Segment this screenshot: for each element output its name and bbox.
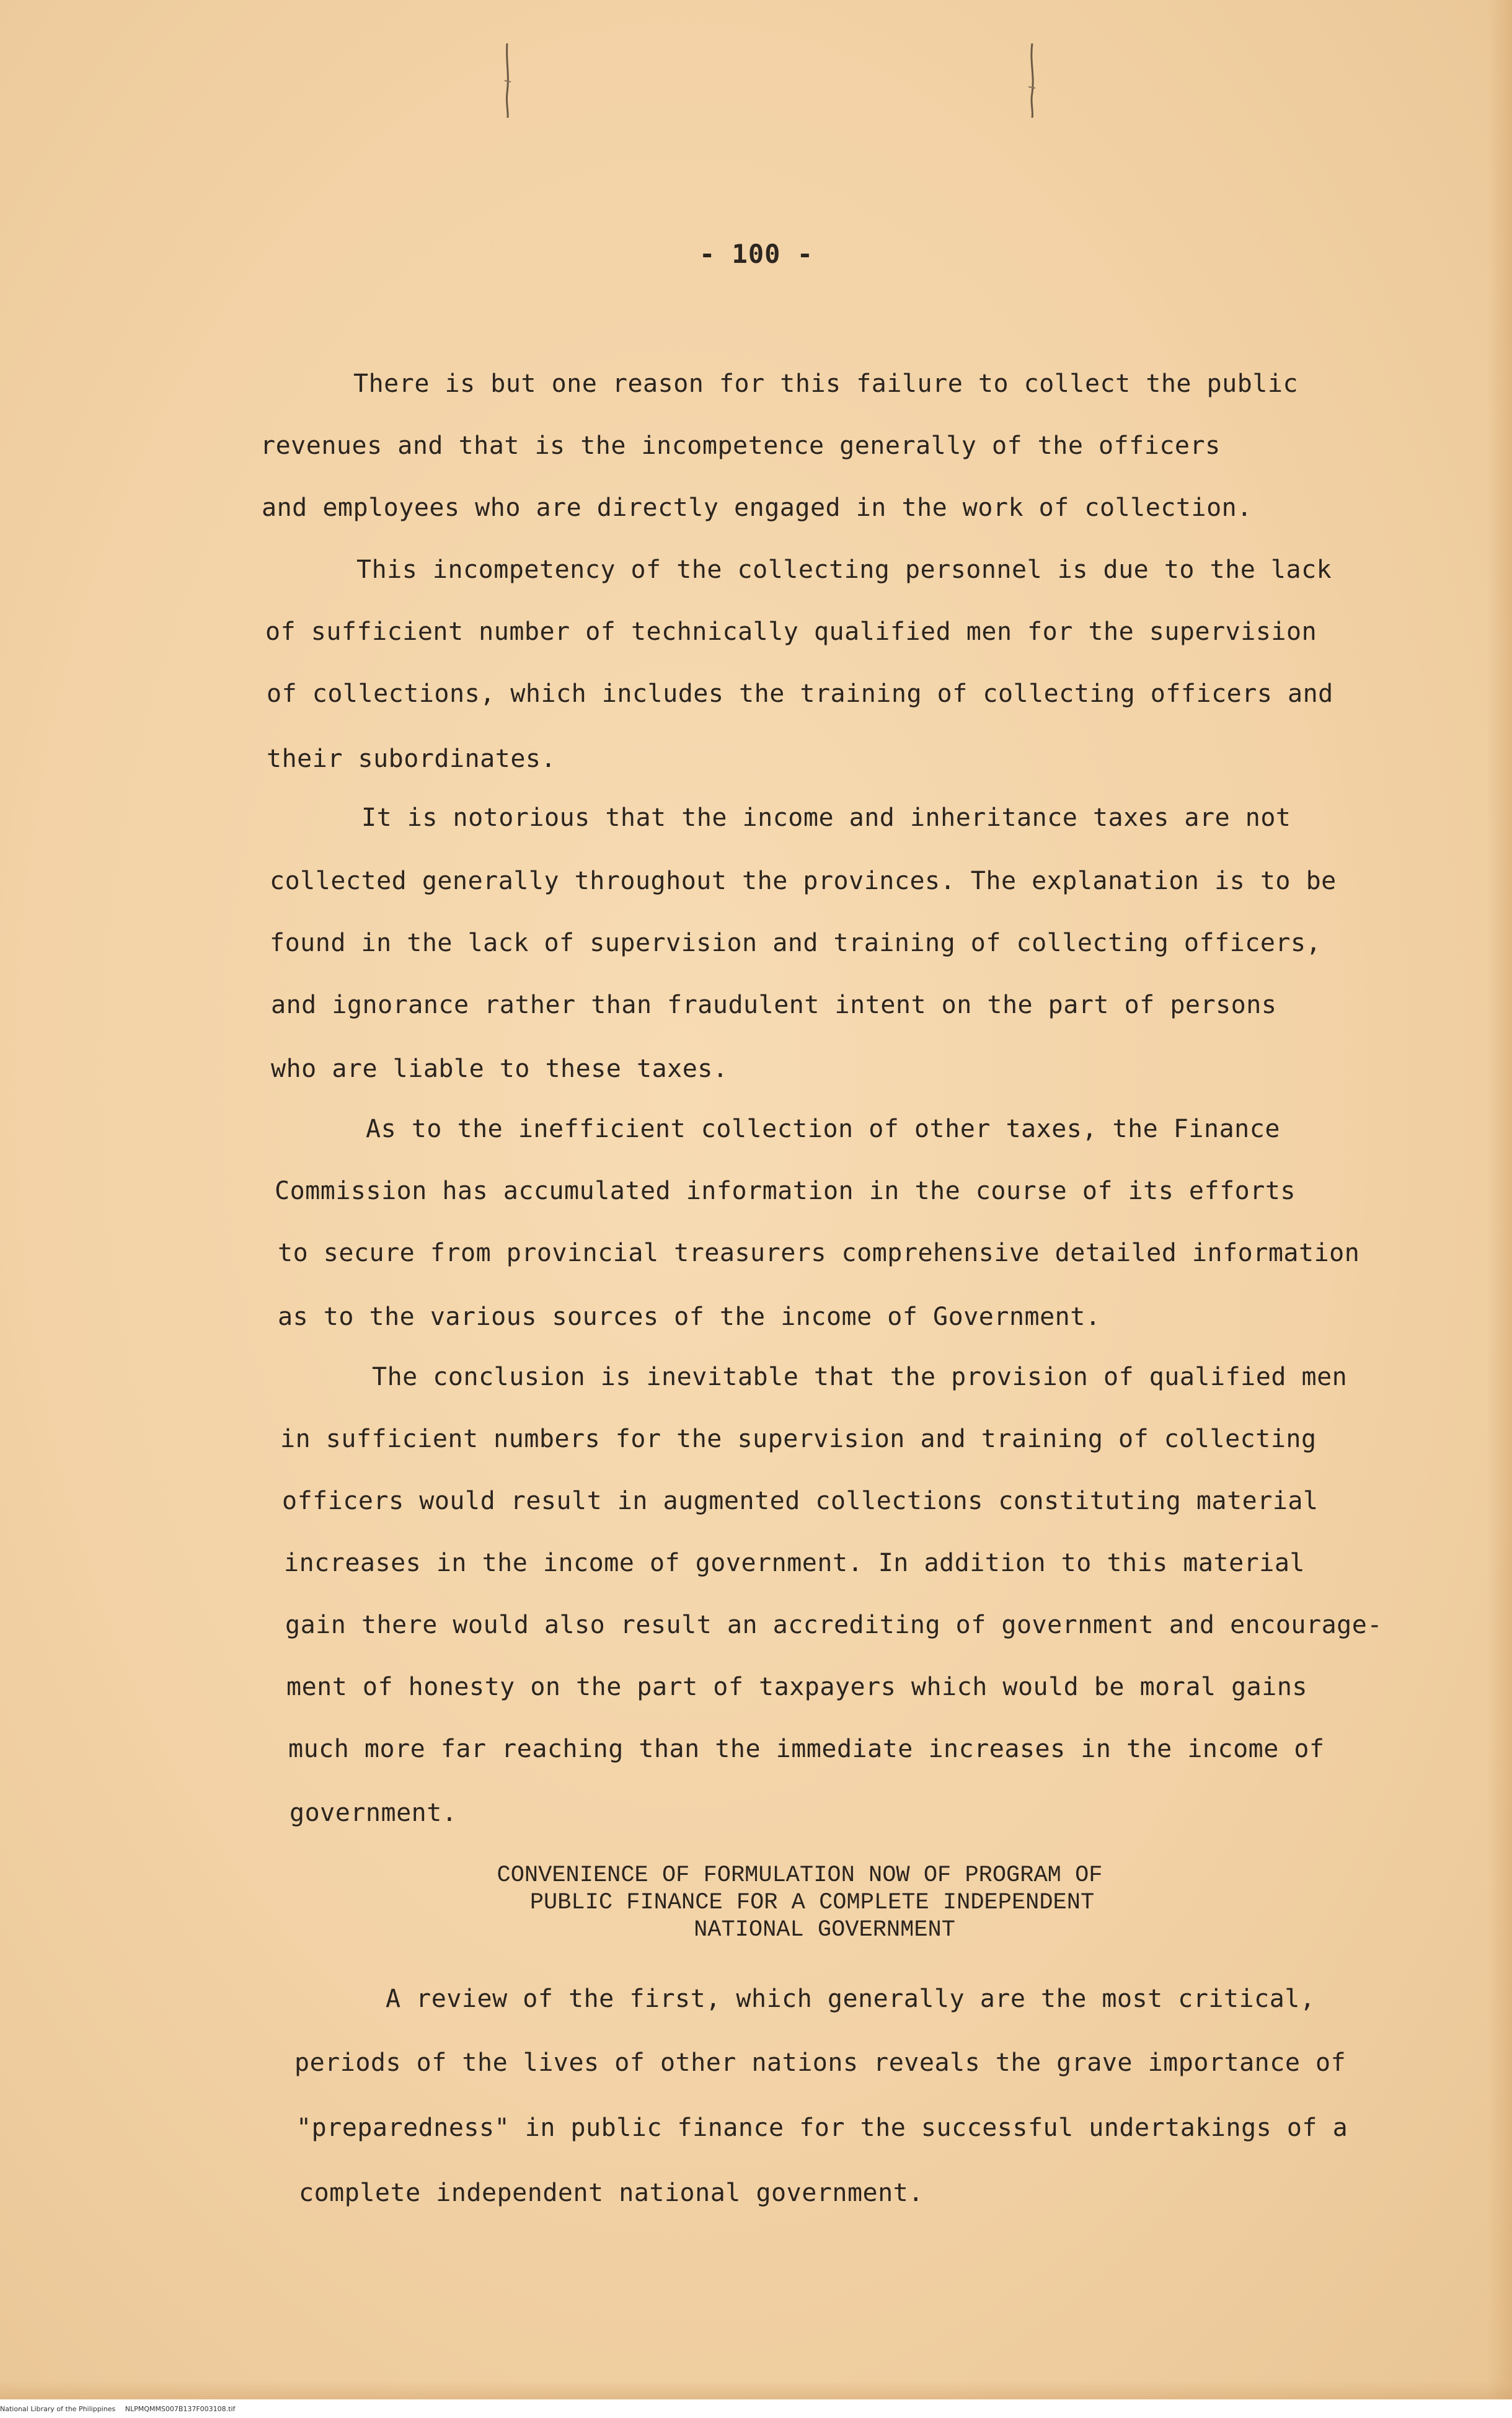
paragraph-3-line-4: and ignorance rather than fraudulent intent on the part of persons xyxy=(271,991,1277,1019)
paragraph-6-line-3: "preparedness" in public finance for the successful undertakings of a xyxy=(296,2114,1348,2142)
footer-library: National Library of the Philippines xyxy=(0,2405,116,2413)
paragraph-4-line-2: Commission has accumulated information in the course of its efforts xyxy=(275,1177,1296,1205)
paragraph-5-line-3: officers would result in augmented collections constituting material xyxy=(282,1487,1319,1515)
paragraph-1-line-2: revenues and that is the incompetence generally of the officers xyxy=(260,432,1221,460)
page-bottom-shading xyxy=(0,2381,1512,2399)
paragraph-1-line-3: and employees who are directly engaged in the work of collection. xyxy=(262,494,1252,522)
paragraph-3-line-5: who are liable to these taxes. xyxy=(271,1055,728,1083)
staple-hole-mark xyxy=(503,43,512,118)
paragraph-6-line-1: A review of the first, which generally are the most critical, xyxy=(386,1985,1315,2013)
paragraph-3-line-1: It is notorious that the income and inheritance taxes are not xyxy=(361,804,1291,832)
page-edge-shading xyxy=(1487,0,1512,2399)
paragraph-1-line-1: There is but one reason for this failure to collect the public xyxy=(353,370,1299,398)
paragraph-2-line-2: of sufficient number of technically qualified men for the supervision xyxy=(265,618,1317,646)
paragraph-2-line-4: their subordinates. xyxy=(267,745,557,773)
paragraph-3-line-2: collected generally throughout the provinces. The explanation is to be xyxy=(270,867,1337,895)
section-heading-line-2: PUBLIC FINANCE FOR A COMPLETE INDEPENDENT xyxy=(529,1890,1095,1916)
paragraph-5-line-5: gain there would also result an accrediting of government and encourage- xyxy=(285,1611,1382,1639)
paragraph-4-line-3: to secure from provincial treasurers comprehensive detailed information xyxy=(278,1239,1360,1267)
paragraph-5-line-4: increases in the income of government. In addition to this material xyxy=(284,1549,1305,1577)
paragraph-5-line-7: much more far reaching than the immediate increases in the income of xyxy=(288,1735,1325,1763)
scan-footer xyxy=(0,2404,1512,2418)
paragraph-5-line-1: The conclusion is inevitable that the provision of qualified men xyxy=(372,1363,1348,1391)
paragraph-5-line-8: government. xyxy=(290,1799,458,1827)
paragraph-4-line-1: As to the inefficient collection of other taxes, the Finance xyxy=(366,1115,1280,1143)
paragraph-2-line-1: This incompetency of the collecting personnel is due to the lack xyxy=(356,556,1332,584)
section-heading-line-3: NATIONAL GOVERNMENT xyxy=(694,1917,955,1943)
paragraph-6-line-2: periods of the lives of other nations reveals the grave importance of xyxy=(294,2048,1346,2077)
staple-hole-mark xyxy=(1028,43,1037,118)
section-heading-line-1: CONVENIENCE OF FORMULATION NOW OF PROGRAM OF xyxy=(497,1862,1103,1889)
paragraph-4-line-4: as to the various sources of the income of Government. xyxy=(278,1303,1101,1331)
page-number: - 100 - xyxy=(699,239,813,269)
paragraph-3-line-3: found in the lack of supervision and training of collecting officers, xyxy=(270,929,1322,957)
paragraph-5-line-6: ment of honesty on the part of taxpayers which would be moral gains xyxy=(286,1673,1307,1701)
paragraph-2-line-3: of collections, which includes the training of collecting officers and xyxy=(267,680,1333,708)
paragraph-6-line-4: complete independent national government. xyxy=(299,2179,924,2207)
footer-file: NLPMQMMS007B137F003108.tif xyxy=(125,2405,236,2413)
paragraph-5-line-2: in sufficient numbers for the supervision and training of collecting xyxy=(280,1425,1317,1453)
